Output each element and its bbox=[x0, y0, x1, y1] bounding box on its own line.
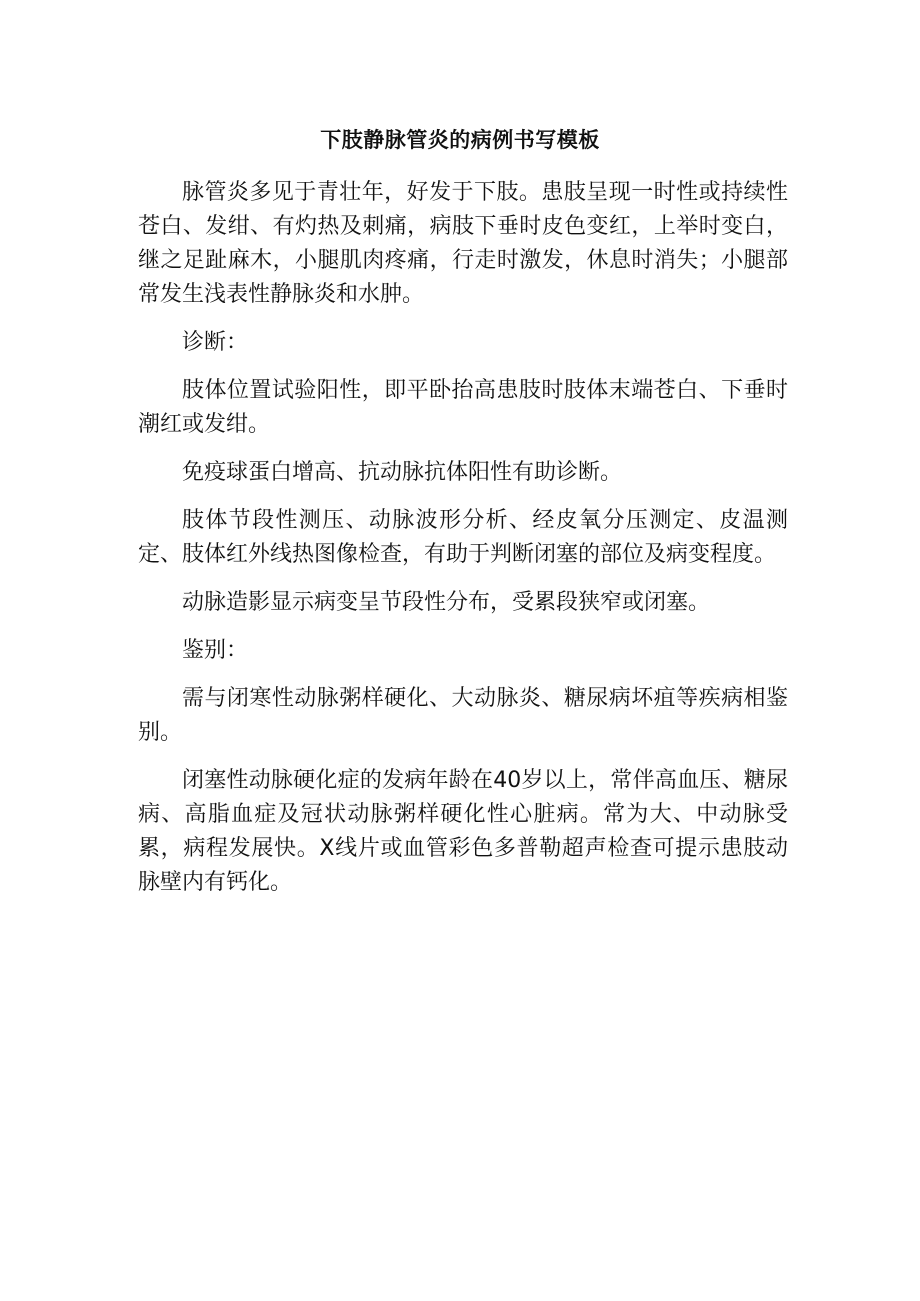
paragraph-angiography: 动脉造影显示病变呈节段性分布，受累段狭窄或闭塞。 bbox=[182, 590, 711, 615]
section-heading-differential: 鉴别： bbox=[182, 638, 249, 663]
document-body bbox=[138, 176, 788, 914]
paragraph-symptoms: 脉管炎多见于青壮年，好发于下肢。患肢呈现一时性或持续性苍白、发绀、有灼热及刺痛，病肢下垂时皮色变红，上举时变白，继之足趾麻木，小腿肌肉疼痛，行走时激发，休息时消失；小腿部常发生浅表性静脉炎和水肿。 bbox=[138, 180, 788, 307]
document-title: 下肢静脉管炎的病例书写模板 bbox=[320, 128, 600, 152]
section-heading-diagnosis: 诊断： bbox=[182, 330, 249, 355]
paragraph-arteriosclerosis: 闭塞性动脉硬化症的发病年龄在40岁以上，常伴高血压、糖尿病、高脂血症及冠状动脉粥样硬化性心脏病。常为大、中动脉受累，病程发展快。X线片或血管彩色多普勒超声检查可提示患肢动脉壁内有钙化。 bbox=[138, 768, 788, 895]
paragraph-differential-list: 需与闭寒性动脉粥样硬化、大动脉炎、糖尿病坏疽等疾病相鉴别。 bbox=[138, 686, 788, 745]
paragraph-position-test: 肢体位置试验阳性，即平卧抬高患肢时肢体末端苍白、下垂时潮红或发绀。 bbox=[138, 378, 788, 437]
paragraph-segmental-pressure: 肢体节段性测压、动脉波形分析、经皮氧分压测定、皮温测定、肢体红外线热图像检查，有助于判断闭塞的部位及病变程度。 bbox=[138, 508, 788, 567]
paragraph-immunoglobulin: 免疫球蛋白增高、抗动脉抗体阳性有助诊断。 bbox=[182, 460, 623, 485]
